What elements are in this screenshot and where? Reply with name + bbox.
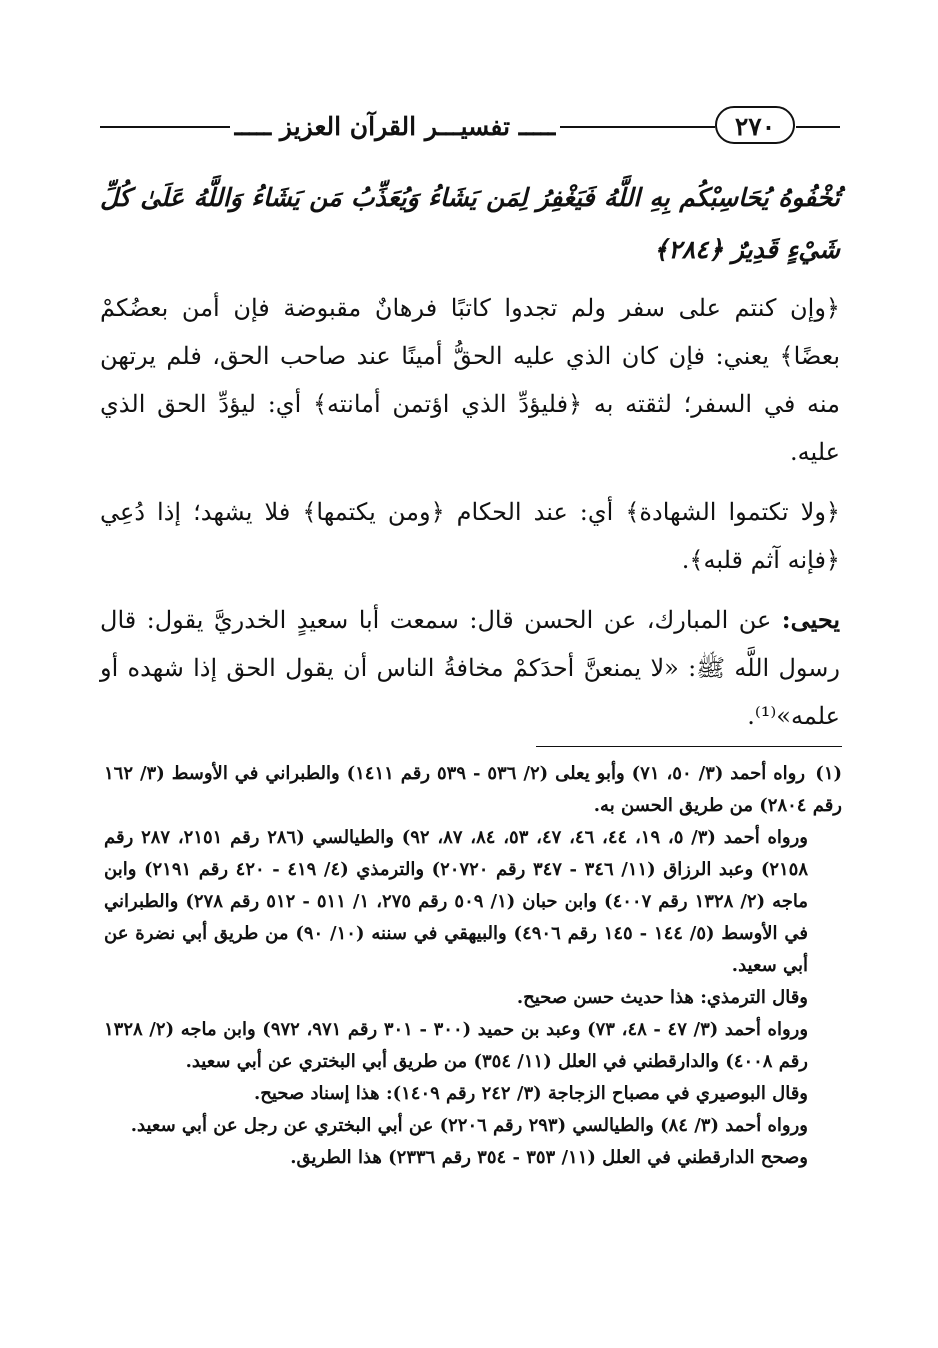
page-number: ٢٧٠ [715, 106, 795, 144]
footnotes [104, 758, 842, 1174]
running-title: ـــــ تفسيـــر القرآن العزيز ـــــ [230, 110, 560, 144]
paragraph-2: ﴿ولا تكتموا الشهادة﴾ أي: عند الحكام ﴿ومن يكتمها﴾ فلا يشهد؛ إذا دُعِي ﴿فإنه آثم قلبه﴾. [100, 498, 840, 574]
paragraph-3 [100, 596, 840, 740]
quran-verse: تُخْفُوهُ يُحَاسِبْكُم بِهِ اللَّهُ فَيَغْفِرُ لِمَن يَشَاءُ وَيُعَذِّبُ مَن يَشَاءُ وَاللَّهُ عَلَىٰ كُلِّ شَيْءٍ قَدِيرٌ ﴿٢٨٤﴾ [100, 183, 840, 264]
footnote-divider [536, 746, 842, 747]
main-text [100, 172, 840, 752]
narrator-lead: يحيى: [781, 605, 840, 634]
footnote-1-cont-e: ورواه أحمد (٣/ ٨٤) والطيالسي (٢٩٣ رقم ٢٢٠٦) عن أبي البختري عن رجل عن أبي سعيد. [130, 1115, 808, 1136]
footnote-1-text: رواه أحمد (٣/ ٥٠، ٧١) وأبو يعلى (٢/ ٥٣٦ - ٥٣٩ رقم ١٤١١) والطبراني في الأوسط (٣/ ١٦٢ رقم ٢٨٠٤) من طريق الحسن به. [104, 763, 842, 816]
footnote-1-cont-c: ورواه أحمد (٣/ ٤٧ - ٤٨، ٧٣) وعبد بن حميد (٣٠٠ - ٣٠١ رقم ٩٧١، ٩٧٢) وابن ماجه (٢/ ١٣٢٨ رقم ٤٠٠٨) والدارقطني في العلل (١١/ ٣٥٤) من طريق أبي البختري عن أبي سعيد. [104, 1019, 809, 1072]
paragraph-1: ﴿وإن كنتم على سفر ولم تجدوا كاتبًا فرهانٌ مقبوضة فإن أمن بعضُكمْ بعضًا﴾ يعني: فإن كان الذي عليه الحقُّ أمينًا عند صاحب الحق، فلم يرتهن منه في السفر؛ لثقته به ﴿فليؤدِّ الذي اؤتمن أمانته﴾ أي: ليؤدِّ الحق الذي عليه. [100, 294, 840, 466]
footnote-number: (١) [815, 763, 843, 784]
page-header [100, 96, 840, 156]
footnote-1 [104, 758, 842, 822]
footnote-1-cont-b: وقال الترمذي: هذا حديث حسن صحيح. [516, 987, 808, 1008]
footnote-1-cont-f: وصحح الدارقطني في العلل (١١/ ٣٥٣ - ٣٥٤ رقم ٢٣٣٦) هذا الطريق. [290, 1147, 808, 1168]
footnote-1-cont-a: ورواه أحمد (٣/ ٥، ١٩، ٤٤، ٤٦، ٤٧، ٥٣، ٨٤، ٨٧، ٩٢) والطيالسي (٢٨٦ رقم ٢١٥١، ٢٨٧ رقم ٢١٥٨) وعبد الرزاق (١١/ ٣٤٦ - ٣٤٧ رقم ٢٠٧٢٠) والترمذي (٤/ ٤١٩ - ٤٢٠ رقم ٢١٩١) وابن ماجه (٢/ ١٣٢٨ رقم ٤٠٠٧) وابن حبان (١/ ٥٠٩ رقم ٢٧٥، ١/ ٥١١ - ٥١٢ رقم ٢٧٨) والطبراني في الأوسط (٥/ ١٤٤ - ١٤٥ رقم ٤٩٠٦) والبيهقي في سننه (١٠/ ٩٠) من طريق أبي نضرة عن أبي سعيد. [104, 827, 809, 976]
paragraph-3-text: عن المبارك، عن الحسن قال: سمعت أبا سعيدٍ الخدريَّ يقول: قال رسول اللَّه ﷺ: «لا يمنعنَّ أحدَكمْ مخافةُ الناس أن يقول الحق إذا شهده أو علمه»⁽¹⁾. [100, 606, 840, 730]
footnote-1-cont-d: وقال البوصيري في مصباح الزجاجة (٣/ ٢٤٢ رقم ١٤٠٩): هذا إسناد صحيح. [253, 1083, 808, 1104]
header-rule-right [796, 126, 840, 128]
